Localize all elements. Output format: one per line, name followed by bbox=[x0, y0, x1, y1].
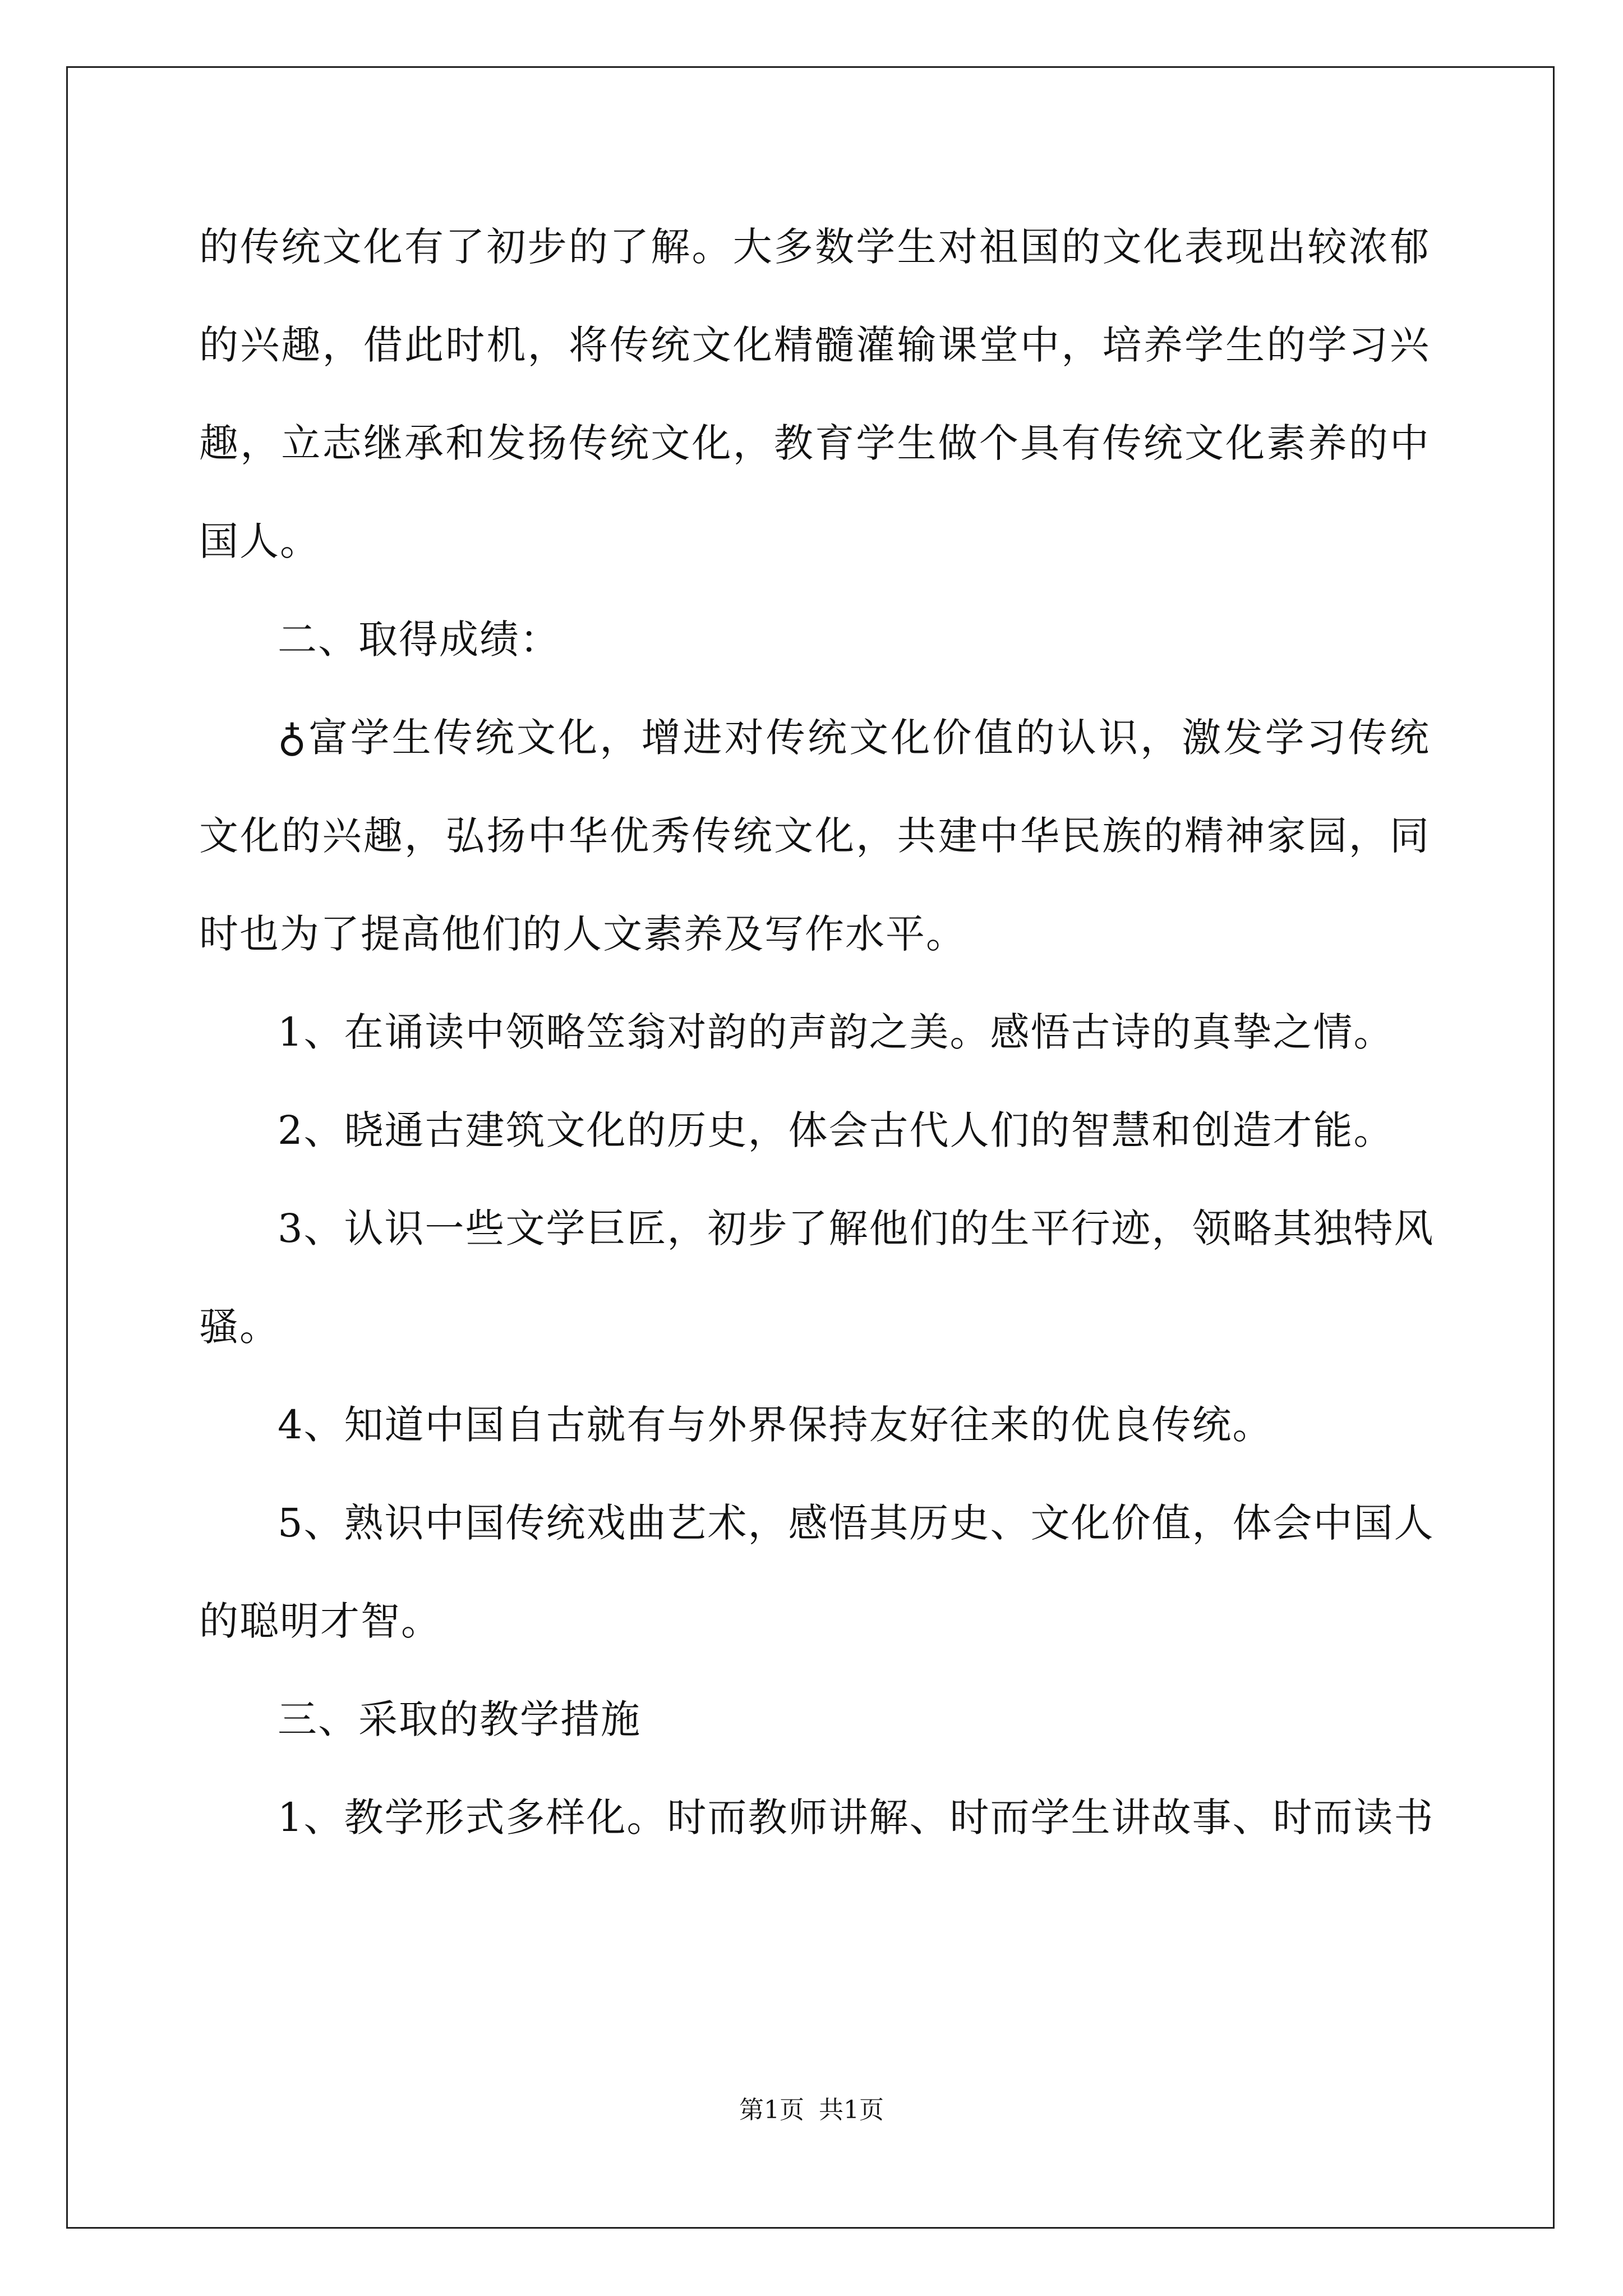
paragraph-line: 的传统文化有了初步的了解。大多数学生对祖国的文化表现出较浓郁 bbox=[199, 224, 1430, 270]
list-item: 2、晓通古建筑文化的历史，体会古代人们的智慧和创造才能。 bbox=[278, 1107, 1394, 1153]
page-footer bbox=[0, 2093, 1623, 2127]
list-item: 3、认识一些文学巨匠，初步了解他们的生平行迹，领略其独特风 bbox=[278, 1205, 1435, 1251]
paragraph-line: 趣，立志继承和发扬传统文化，教育学生做个具有传统文化素养的中 bbox=[199, 420, 1430, 466]
paragraph-line: 国人。 bbox=[199, 518, 320, 564]
list-item: 1、在诵读中领略笠翁对韵的声韵之美。感悟古诗的真挚之情。 bbox=[278, 1009, 1394, 1055]
paragraph-line: 的兴趣，借此时机，将传统文化精髓灌输课堂中，培养学生的学习兴 bbox=[199, 322, 1430, 368]
list-item: 4、知道中国自古就有与外界保持友好往来的优良传统。 bbox=[278, 1402, 1273, 1448]
section-heading: 二、取得成绩： bbox=[278, 616, 560, 662]
paragraph-line: ♁富学生传统文化，增进对传统文化价值的认识，激发学习传统 bbox=[278, 715, 1430, 761]
list-item-continuation: 的聪明才智。 bbox=[199, 1598, 441, 1644]
list-item: 5、熟识中国传统戏曲艺术，感悟其历史、文化价值，体会中国人 bbox=[278, 1500, 1435, 1546]
paragraph-line: 时也为了提高他们的人文素养及写作水平。 bbox=[199, 911, 966, 957]
section-heading: 三、采取的教学措施 bbox=[278, 1696, 641, 1742]
list-item: 1、教学形式多样化。时而教师讲解、时而学生讲故事、时而读书 bbox=[278, 1795, 1435, 1841]
list-item-continuation: 骚。 bbox=[199, 1304, 280, 1350]
page-total: 共1页 bbox=[819, 2096, 884, 2124]
page-number: 第1页 bbox=[739, 2096, 804, 2124]
paragraph-line: 文化的兴趣，弘扬中华优秀传统文化，共建中华民族的精神家园，同 bbox=[199, 813, 1430, 859]
